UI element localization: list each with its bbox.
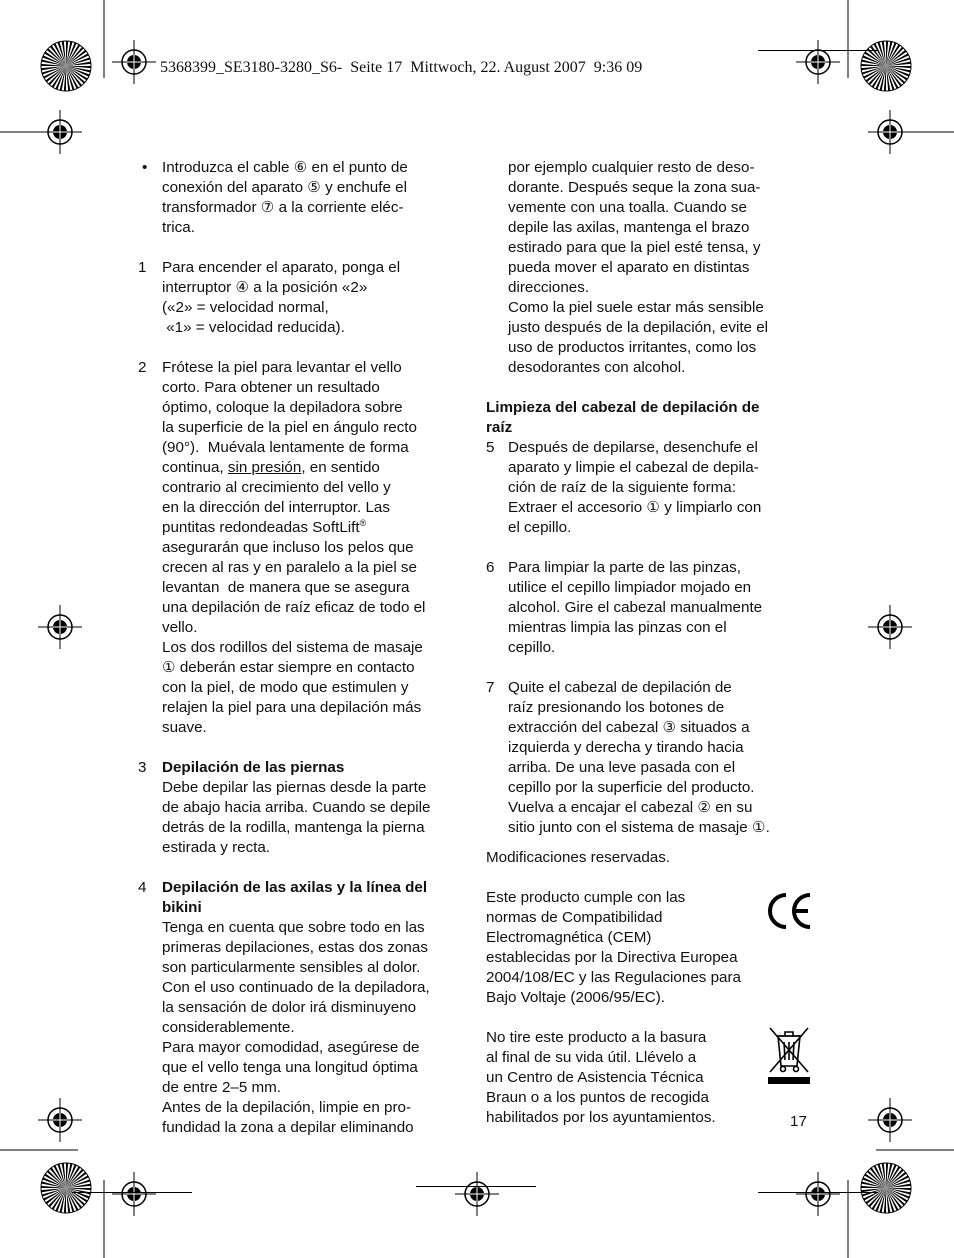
text-line: «1» = velocidad reducida).: [162, 319, 345, 336]
text-line: estirado para que la piel esté tensa, y: [508, 239, 761, 256]
text-line: considerablemente.: [162, 1019, 295, 1036]
step-6: [486, 558, 816, 658]
text-line: corto. Para obtener un resultado: [162, 379, 380, 396]
starburst-mark-icon: [40, 40, 92, 92]
text-line: al final de su vida útil. Llévelo a: [486, 1049, 697, 1066]
bullet-symbol: •: [142, 159, 148, 176]
text-line: arriba. De una leve pasada con el: [508, 759, 736, 776]
text-line: levantan de manera que se asegura: [162, 579, 410, 596]
text-line: aparato y limpie el cabezal de depila-: [508, 459, 759, 476]
text-line: Modificaciones reservadas.: [486, 849, 671, 866]
text-line: vemente con una toalla. Cuando se: [508, 199, 747, 216]
text-line: con la piel, de modo que estimulen y: [162, 679, 409, 696]
step-number: 6: [486, 559, 495, 576]
text-line: extracción del cabezal ③ situados a: [508, 719, 750, 736]
text-line: vello.: [162, 619, 198, 636]
text-line: suave.: [162, 719, 207, 736]
text-line: de abajo hacia arriba. Cuando se depile: [162, 799, 431, 816]
step-number: 4: [138, 879, 147, 896]
text-line: Extraer el accesorio ① y limpiarlo con: [508, 499, 762, 516]
ce-compliance-notice: [486, 888, 816, 1008]
step-3: [138, 758, 468, 858]
text-line: pueda mover el aparato en distintas: [508, 259, 750, 276]
text-line: un Centro de Asistencia Técnica: [486, 1069, 704, 1086]
text-line: alcohol. Gire el cabezal manualmente: [508, 599, 763, 616]
step-2: [138, 358, 468, 738]
text-line: la superficie de la piel en ángulo recto: [162, 419, 417, 436]
crossed-out-wheelie-bin-icon: [766, 1022, 812, 1086]
text-line: mientras limpia las pinzas con el: [508, 619, 727, 636]
text-line: óptimo, coloque la depiladora sobre: [162, 399, 403, 416]
text-line: Frótese la piel para levantar el vello: [162, 359, 402, 376]
registration-mark-icon: [38, 1098, 82, 1142]
text-line: por ejemplo cualquier resto de deso-: [508, 159, 755, 176]
text-line: habilitados por los ayuntamientos.: [486, 1109, 716, 1126]
text-line: 2004/108/EC y las Regulaciones para: [486, 969, 741, 986]
text-line: conexión del aparato ⑤ y enchufe el: [162, 179, 407, 196]
text-line: estirada y recta.: [162, 839, 271, 856]
modifications-note: [486, 848, 816, 868]
text-line: cepillo.: [508, 639, 556, 656]
text-line: en la dirección del interruptor. Las: [162, 499, 390, 516]
text-line: el cepillo.: [508, 519, 572, 536]
step-number: 3: [138, 759, 147, 776]
right-column: [486, 158, 816, 1128]
text-line: Introduzca el cable ⑥ en el punto de: [162, 159, 408, 176]
text-line: normas de Compatibilidad: [486, 909, 663, 926]
text-line: ① deberán estar siempre en contacto: [162, 659, 415, 676]
text-line: Braun o a los puntos de recogida: [486, 1089, 709, 1106]
text-line: Vuelva a encajar el cabezal ② en su: [508, 799, 753, 816]
text-line: [162, 458, 468, 478]
emphasis-underlined: sin presión: [227, 459, 302, 476]
text-line: desodorantes con alcohol.: [508, 359, 686, 376]
step-5: [486, 438, 816, 538]
text-line: Antes de la depilación, limpie en pro-: [162, 1099, 412, 1116]
step-7: [486, 678, 816, 838]
step-number: 1: [138, 259, 147, 276]
text-line: Con el uso continuado de la depiladora,: [162, 979, 430, 996]
text-line: Quite el cabezal de depilación de: [508, 679, 732, 696]
text-line: dorante. Después seque la zona sua-: [508, 179, 761, 196]
section-heading: [486, 398, 816, 438]
registration-mark-icon: [868, 1098, 912, 1142]
text-line: Para encender el aparato, ponga el: [162, 259, 401, 276]
text-line: Debe depilar las piernas desde la parte: [162, 779, 427, 796]
step-number: 5: [486, 439, 495, 456]
step-title: bikini: [162, 899, 202, 916]
registration-mark-icon: [796, 1172, 840, 1216]
text-line: primeras depilaciones, estas dos zonas: [162, 939, 428, 956]
text-line: ción de raíz de la siguiente forma:: [508, 479, 736, 496]
starburst-mark-icon: [40, 1162, 92, 1214]
section-title: Limpieza del cabezal de depilación de: [486, 399, 760, 416]
registration-mark-icon: [112, 1172, 156, 1216]
text-line: Bajo Voltaje (2006/95/EC).: [486, 989, 665, 1006]
text-line: contrario al crecimiento del vello y: [162, 479, 391, 496]
print-header: 5368399_SE3180-3280_S6- Seite 17 Mittwoch, 22. August 2007 9:36 09: [160, 59, 643, 76]
registration-mark-icon: [112, 40, 156, 84]
text-line: asegurarán que incluso los pelos que: [162, 539, 414, 556]
starburst-mark-icon: [860, 1162, 912, 1214]
registration-mark-symbol: ®: [359, 517, 367, 528]
registration-mark-icon: [868, 605, 912, 649]
step-title: Depilación de las axilas y la línea del: [162, 879, 428, 896]
continuation-paragraph: [486, 158, 816, 378]
text-line: (90°). Muévala lentamente de forma: [162, 439, 409, 456]
registration-mark-icon: [455, 1172, 499, 1216]
text-line: una depilación de raíz eficaz de todo el: [162, 599, 426, 616]
ce-mark-icon: [766, 890, 814, 932]
text-line: crecen al ras y en paralelo a la piel se: [162, 559, 417, 576]
registration-mark-icon: [868, 110, 912, 154]
crop-mark-icon: [416, 1186, 536, 1187]
text-line: Como la piel suele estar más sensible: [508, 299, 764, 316]
text-line: Tenga en cuenta que sobre todo en las: [162, 919, 425, 936]
text-segment: , en sentido: [301, 459, 380, 476]
weee-disposal-notice: [486, 1028, 816, 1128]
text-line: que el vello tenga una longitud óptima: [162, 1059, 418, 1076]
starburst-mark-icon: [860, 40, 912, 92]
step-4: [138, 878, 468, 1138]
text-line: relajen la piel para una depilación más: [162, 699, 422, 716]
text-line: transformador ⑦ a la corriente eléc-: [162, 199, 404, 216]
text-line: depile las axilas, mantenga el brazo: [508, 219, 750, 236]
text-line: raíz presionando los botones de: [508, 699, 725, 716]
registration-mark-icon: [38, 605, 82, 649]
text-line: No tire este producto a la basura: [486, 1029, 707, 1046]
section-title: raíz: [486, 419, 513, 436]
bullet-item-connect-cable: [138, 158, 468, 238]
registration-mark-icon: [38, 110, 82, 154]
step-number: 7: [486, 679, 495, 696]
text-line: Para mayor comodidad, asegúrese de: [162, 1039, 420, 1056]
text-line: izquierda y derecha y tirando hacia: [508, 739, 744, 756]
step-title: Depilación de las piernas: [162, 759, 345, 776]
text-line: la sensación de dolor irá disminuyeno: [162, 999, 417, 1016]
step-number: 2: [138, 359, 147, 376]
text-line: cepillo por la superficie del producto.: [508, 779, 755, 796]
text-line: Los dos rodillos del sistema de masaje: [162, 639, 423, 656]
text-segment: puntitas redondeadas SoftLift: [162, 519, 360, 536]
text-line: Este producto cumple con las: [486, 889, 686, 906]
text-line: uso de productos irritantes, como los: [508, 339, 757, 356]
text-line: trica.: [162, 219, 195, 236]
text-line: de entre 2–5 mm.: [162, 1079, 282, 1096]
text-line: interruptor ④ a la posición «2»: [162, 279, 368, 296]
text-line: justo después de la depilación, evite el: [508, 319, 769, 336]
text-line: («2» = velocidad normal,: [162, 299, 329, 316]
page-number: 17: [790, 1113, 807, 1130]
left-column: [138, 158, 468, 1138]
text-line: Después de depilarse, desenchufe el: [508, 439, 758, 456]
text-line: son particularmente sensibles al dolor.: [162, 959, 421, 976]
text-line: utilice el cepillo limpiador mojado en: [508, 579, 752, 596]
text-line: [162, 518, 468, 538]
registration-mark-icon: [796, 40, 840, 84]
text-line: Electromagnética (CEM): [486, 929, 652, 946]
text-segment: continua,: [162, 459, 228, 476]
text-line: detrás de la rodilla, mantenga la pierna: [162, 819, 425, 836]
text-line: direcciones.: [508, 279, 590, 296]
text-line: fundidad la zona a depilar eliminando: [162, 1119, 414, 1136]
text-line: establecidas por la Directiva Europea: [486, 949, 738, 966]
step-1: [138, 258, 468, 338]
text-line: Para limpiar la parte de las pinzas,: [508, 559, 741, 576]
text-line: sitio junto con el sistema de masaje ①.: [508, 819, 770, 836]
